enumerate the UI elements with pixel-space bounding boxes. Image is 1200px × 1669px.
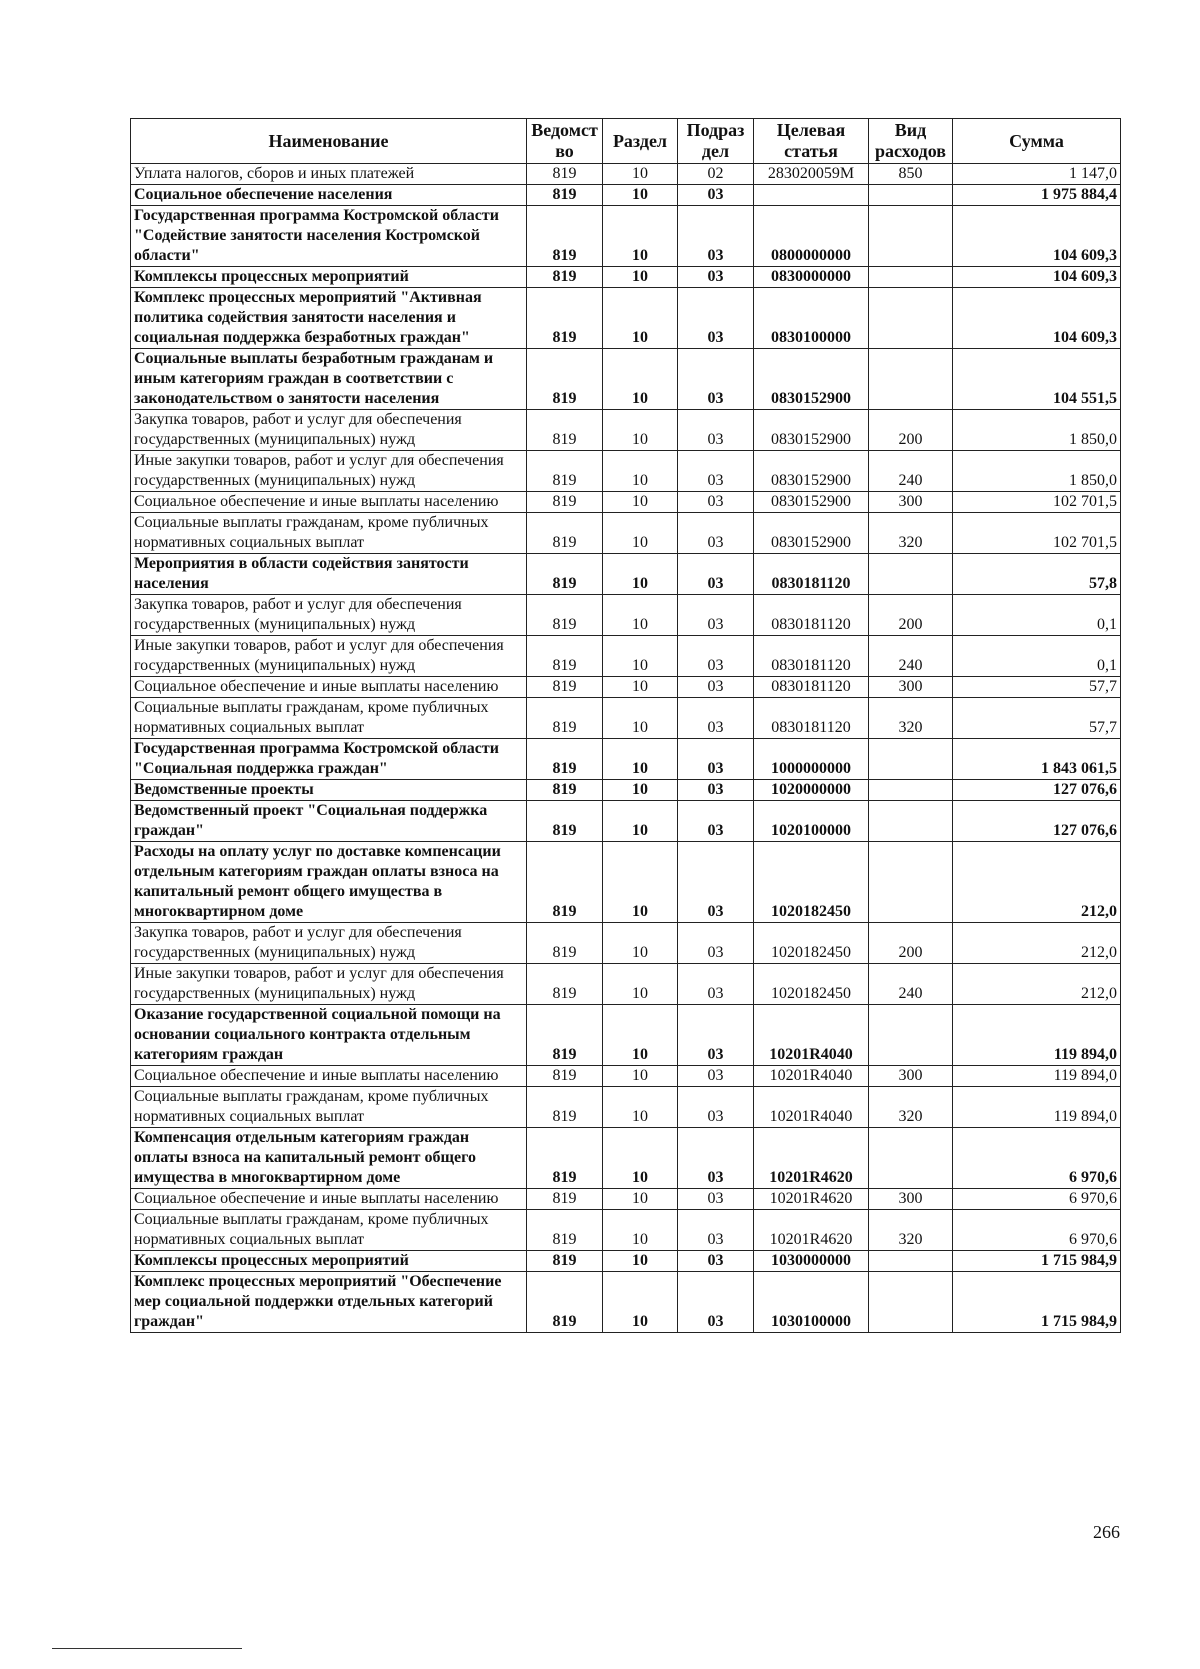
cell-expense-type xyxy=(869,554,953,595)
cell-expense-type xyxy=(869,1272,953,1333)
cell-target-article: 1030000000 xyxy=(754,1251,869,1272)
cell-subsection: 03 xyxy=(678,410,754,451)
cell-target-article: 1020182450 xyxy=(754,923,869,964)
cell-name: Социальное обеспечение и иные выплаты населению xyxy=(131,1189,527,1210)
cell-target-article: 0830152900 xyxy=(754,513,869,554)
table-row xyxy=(131,595,1121,636)
cell-section: 10 xyxy=(603,1210,678,1251)
cell-department: 819 xyxy=(527,964,603,1005)
cell-expense-type: 300 xyxy=(869,492,953,513)
table-row xyxy=(131,698,1121,739)
header-section: Раздел xyxy=(603,119,678,164)
cell-department: 819 xyxy=(527,636,603,677)
cell-expense-type xyxy=(869,267,953,288)
cell-section: 10 xyxy=(603,554,678,595)
cell-subsection: 03 xyxy=(678,513,754,554)
cell-subsection: 03 xyxy=(678,288,754,349)
footer-divider xyxy=(52,1648,242,1649)
cell-target-article: 0830000000 xyxy=(754,267,869,288)
cell-target-article: 1000000000 xyxy=(754,739,869,780)
cell-target-article: 10201R4040 xyxy=(754,1087,869,1128)
cell-subsection: 03 xyxy=(678,1005,754,1066)
cell-department: 819 xyxy=(527,267,603,288)
cell-name: Социальные выплаты гражданам, кроме публичных нормативных социальных выплат xyxy=(131,698,527,739)
cell-section: 10 xyxy=(603,1087,678,1128)
cell-section: 10 xyxy=(603,206,678,267)
cell-target-article: 0800000000 xyxy=(754,206,869,267)
cell-subsection: 03 xyxy=(678,842,754,923)
cell-section: 10 xyxy=(603,780,678,801)
cell-department: 819 xyxy=(527,677,603,698)
cell-section: 10 xyxy=(603,677,678,698)
table-row xyxy=(131,677,1121,698)
cell-department: 819 xyxy=(527,288,603,349)
cell-sum: 119 894,0 xyxy=(953,1066,1121,1087)
cell-subsection: 03 xyxy=(678,185,754,206)
cell-section: 10 xyxy=(603,288,678,349)
table-row xyxy=(131,1272,1121,1333)
cell-target-article: 1020000000 xyxy=(754,780,869,801)
cell-department: 819 xyxy=(527,349,603,410)
table-row xyxy=(131,739,1121,780)
table-header-row xyxy=(131,119,1121,164)
cell-expense-type xyxy=(869,1005,953,1066)
cell-target-article: 10201R4040 xyxy=(754,1005,869,1066)
cell-subsection: 03 xyxy=(678,1189,754,1210)
cell-name: Социальное обеспечение и иные выплаты населению xyxy=(131,492,527,513)
cell-name: Ведомственные проекты xyxy=(131,780,527,801)
cell-subsection: 03 xyxy=(678,1087,754,1128)
cell-section: 10 xyxy=(603,185,678,206)
table-row xyxy=(131,492,1121,513)
cell-subsection: 03 xyxy=(678,923,754,964)
cell-expense-type xyxy=(869,206,953,267)
cell-name: Иные закупки товаров, работ и услуг для обеспечения государственных (муниципальных) нужд xyxy=(131,964,527,1005)
cell-name: Иные закупки товаров, работ и услуг для обеспечения государственных (муниципальных) нужд xyxy=(131,636,527,677)
cell-subsection: 02 xyxy=(678,164,754,185)
table-row xyxy=(131,164,1121,185)
cell-sum: 57,7 xyxy=(953,698,1121,739)
cell-target-article: 10201R4040 xyxy=(754,1066,869,1087)
cell-name: Закупка товаров, работ и услуг для обеспечения государственных (муниципальных) нужд xyxy=(131,923,527,964)
cell-subsection: 03 xyxy=(678,677,754,698)
cell-expense-type: 200 xyxy=(869,595,953,636)
cell-department: 819 xyxy=(527,1066,603,1087)
cell-section: 10 xyxy=(603,964,678,1005)
cell-sum: 1 715 984,9 xyxy=(953,1251,1121,1272)
header-subsection: Подраз дел xyxy=(678,119,754,164)
header-expense-type: Вид расходов xyxy=(869,119,953,164)
cell-subsection: 03 xyxy=(678,964,754,1005)
cell-department: 819 xyxy=(527,1128,603,1189)
cell-expense-type: 240 xyxy=(869,964,953,1005)
cell-expense-type xyxy=(869,801,953,842)
cell-subsection: 03 xyxy=(678,698,754,739)
cell-section: 10 xyxy=(603,698,678,739)
cell-sum: 6 970,6 xyxy=(953,1128,1121,1189)
page-number: 266 xyxy=(1093,1522,1120,1542)
cell-sum: 119 894,0 xyxy=(953,1087,1121,1128)
header-target-article: Целевая статья xyxy=(754,119,869,164)
cell-subsection: 03 xyxy=(678,492,754,513)
table-row xyxy=(131,1087,1121,1128)
cell-name: Уплата налогов, сборов и иных платежей xyxy=(131,164,527,185)
cell-subsection: 03 xyxy=(678,1128,754,1189)
cell-department: 819 xyxy=(527,595,603,636)
cell-expense-type: 240 xyxy=(869,451,953,492)
cell-name: Социальные выплаты гражданам, кроме публичных нормативных социальных выплат xyxy=(131,1210,527,1251)
cell-sum: 1 147,0 xyxy=(953,164,1121,185)
cell-target-article: 0830181120 xyxy=(754,698,869,739)
cell-name: Комплексы процессных мероприятий xyxy=(131,1251,527,1272)
cell-subsection: 03 xyxy=(678,554,754,595)
cell-sum: 102 701,5 xyxy=(953,492,1121,513)
cell-sum: 104 609,3 xyxy=(953,206,1121,267)
cell-section: 10 xyxy=(603,164,678,185)
cell-target-article: 0830181120 xyxy=(754,554,869,595)
cell-name: Компенсация отдельным категориям граждан оплаты взноса на капитальный ремонт общего имущества в многоквартирном доме xyxy=(131,1128,527,1189)
cell-section: 10 xyxy=(603,492,678,513)
cell-sum: 102 701,5 xyxy=(953,513,1121,554)
cell-name: Социальные выплаты гражданам, кроме публичных нормативных социальных выплат xyxy=(131,1087,527,1128)
cell-name: Государственная программа Костромской области "Социальная поддержка граждан" xyxy=(131,739,527,780)
cell-name: Социальное обеспечение населения xyxy=(131,185,527,206)
cell-subsection: 03 xyxy=(678,739,754,780)
cell-name: Комплекс процессных мероприятий "Обеспечение мер социальной поддержки отдельных категорий граждан" xyxy=(131,1272,527,1333)
table-row xyxy=(131,636,1121,677)
cell-sum: 1 850,0 xyxy=(953,410,1121,451)
cell-department: 819 xyxy=(527,1005,603,1066)
cell-sum: 57,7 xyxy=(953,677,1121,698)
cell-expense-type xyxy=(869,780,953,801)
cell-subsection: 03 xyxy=(678,801,754,842)
cell-sum: 1 843 061,5 xyxy=(953,739,1121,780)
cell-sum: 212,0 xyxy=(953,964,1121,1005)
cell-department: 819 xyxy=(527,1251,603,1272)
cell-subsection: 03 xyxy=(678,1272,754,1333)
cell-target-article: 1020182450 xyxy=(754,964,869,1005)
budget-document xyxy=(130,118,1120,1333)
cell-sum: 127 076,6 xyxy=(953,780,1121,801)
table-row xyxy=(131,1128,1121,1189)
cell-target-article xyxy=(754,185,869,206)
cell-sum: 0,1 xyxy=(953,636,1121,677)
cell-target-article: 1020100000 xyxy=(754,801,869,842)
cell-name: Социальные выплаты безработным гражданам и иным категориям граждан в соответствии с законодательством о занятости населения xyxy=(131,349,527,410)
cell-section: 10 xyxy=(603,923,678,964)
cell-name: Социальные выплаты гражданам, кроме публичных нормативных социальных выплат xyxy=(131,513,527,554)
table-row xyxy=(131,842,1121,923)
table-row xyxy=(131,554,1121,595)
cell-expense-type: 320 xyxy=(869,698,953,739)
cell-section: 10 xyxy=(603,410,678,451)
cell-target-article: 10201R4620 xyxy=(754,1210,869,1251)
cell-department: 819 xyxy=(527,554,603,595)
cell-section: 10 xyxy=(603,1251,678,1272)
cell-target-article: 0830181120 xyxy=(754,595,869,636)
cell-sum: 119 894,0 xyxy=(953,1005,1121,1066)
table-row xyxy=(131,964,1121,1005)
cell-section: 10 xyxy=(603,739,678,780)
cell-department: 819 xyxy=(527,1189,603,1210)
cell-sum: 127 076,6 xyxy=(953,801,1121,842)
cell-subsection: 03 xyxy=(678,349,754,410)
table-row xyxy=(131,206,1121,267)
cell-name: Мероприятия в области содействия занятости населения xyxy=(131,554,527,595)
cell-name: Ведомственный проект "Социальная поддержка граждан" xyxy=(131,801,527,842)
cell-sum: 104 609,3 xyxy=(953,288,1121,349)
cell-subsection: 03 xyxy=(678,636,754,677)
table-row xyxy=(131,923,1121,964)
table-row xyxy=(131,185,1121,206)
table-row xyxy=(131,288,1121,349)
table-row xyxy=(131,1251,1121,1272)
table-row xyxy=(131,451,1121,492)
cell-target-article: 10201R4620 xyxy=(754,1189,869,1210)
cell-subsection: 03 xyxy=(678,267,754,288)
cell-name: Государственная программа Костромской области "Содействие занятости населения Костромской области" xyxy=(131,206,527,267)
cell-subsection: 03 xyxy=(678,595,754,636)
cell-subsection: 03 xyxy=(678,1210,754,1251)
cell-department: 819 xyxy=(527,492,603,513)
cell-expense-type: 320 xyxy=(869,1210,953,1251)
cell-department: 819 xyxy=(527,842,603,923)
cell-name: Закупка товаров, работ и услуг для обеспечения государственных (муниципальных) нужд xyxy=(131,410,527,451)
cell-section: 10 xyxy=(603,1128,678,1189)
cell-section: 10 xyxy=(603,1272,678,1333)
cell-expense-type: 300 xyxy=(869,1189,953,1210)
cell-expense-type xyxy=(869,288,953,349)
cell-name: Социальное обеспечение и иные выплаты населению xyxy=(131,1066,527,1087)
cell-expense-type: 300 xyxy=(869,677,953,698)
cell-sum: 6 970,6 xyxy=(953,1189,1121,1210)
table-row xyxy=(131,513,1121,554)
cell-name: Оказание государственной социальной помощи на основании социального контракта отдельным категориям граждан xyxy=(131,1005,527,1066)
cell-sum: 0,1 xyxy=(953,595,1121,636)
cell-section: 10 xyxy=(603,267,678,288)
cell-target-article: 10201R4620 xyxy=(754,1128,869,1189)
table-row xyxy=(131,1005,1121,1066)
cell-subsection: 03 xyxy=(678,1251,754,1272)
cell-department: 819 xyxy=(527,410,603,451)
cell-name: Расходы на оплату услуг по доставке компенсации отдельным категориям граждан оплаты взноса на капитальный ремонт общего имущества в многоквартирном доме xyxy=(131,842,527,923)
cell-sum: 1 975 884,4 xyxy=(953,185,1121,206)
cell-target-article: 1030100000 xyxy=(754,1272,869,1333)
cell-department: 819 xyxy=(527,206,603,267)
cell-target-article: 0830152900 xyxy=(754,492,869,513)
header-sum: Сумма xyxy=(953,119,1121,164)
cell-sum: 104 551,5 xyxy=(953,349,1121,410)
cell-expense-type: 320 xyxy=(869,513,953,554)
budget-table xyxy=(130,118,1121,1333)
cell-department: 819 xyxy=(527,1210,603,1251)
cell-department: 819 xyxy=(527,801,603,842)
cell-sum: 1 850,0 xyxy=(953,451,1121,492)
cell-name: Социальное обеспечение и иные выплаты населению xyxy=(131,677,527,698)
cell-section: 10 xyxy=(603,451,678,492)
cell-target-article: 283020059М xyxy=(754,164,869,185)
cell-department: 819 xyxy=(527,513,603,554)
cell-department: 819 xyxy=(527,698,603,739)
cell-name: Комплекс процессных мероприятий "Активная политика содействия занятости населения и социальная поддержка безработных граждан" xyxy=(131,288,527,349)
cell-expense-type: 200 xyxy=(869,410,953,451)
cell-department: 819 xyxy=(527,923,603,964)
cell-target-article: 0830152900 xyxy=(754,410,869,451)
cell-department: 819 xyxy=(527,451,603,492)
cell-target-article: 1020182450 xyxy=(754,842,869,923)
cell-expense-type: 320 xyxy=(869,1087,953,1128)
cell-section: 10 xyxy=(603,1189,678,1210)
cell-sum: 57,8 xyxy=(953,554,1121,595)
header-department: Ведомст во xyxy=(527,119,603,164)
cell-department: 819 xyxy=(527,164,603,185)
table-row xyxy=(131,349,1121,410)
cell-section: 10 xyxy=(603,1005,678,1066)
cell-subsection: 03 xyxy=(678,780,754,801)
cell-target-article: 0830152900 xyxy=(754,451,869,492)
cell-section: 10 xyxy=(603,349,678,410)
cell-department: 819 xyxy=(527,780,603,801)
header-name: Наименование xyxy=(131,119,527,164)
cell-sum: 1 715 984,9 xyxy=(953,1272,1121,1333)
cell-expense-type: 850 xyxy=(869,164,953,185)
cell-department: 819 xyxy=(527,739,603,780)
cell-department: 819 xyxy=(527,185,603,206)
cell-subsection: 03 xyxy=(678,206,754,267)
cell-expense-type: 240 xyxy=(869,636,953,677)
table-row xyxy=(131,801,1121,842)
cell-name: Иные закупки товаров, работ и услуг для обеспечения государственных (муниципальных) нужд xyxy=(131,451,527,492)
cell-name: Комплексы процессных мероприятий xyxy=(131,267,527,288)
cell-sum: 6 970,6 xyxy=(953,1210,1121,1251)
cell-section: 10 xyxy=(603,513,678,554)
table-row xyxy=(131,410,1121,451)
cell-sum: 212,0 xyxy=(953,842,1121,923)
cell-subsection: 03 xyxy=(678,1066,754,1087)
cell-target-article: 0830181120 xyxy=(754,677,869,698)
cell-target-article: 0830181120 xyxy=(754,636,869,677)
cell-department: 819 xyxy=(527,1272,603,1333)
cell-department: 819 xyxy=(527,1087,603,1128)
cell-section: 10 xyxy=(603,595,678,636)
cell-target-article: 0830152900 xyxy=(754,349,869,410)
cell-name: Закупка товаров, работ и услуг для обеспечения государственных (муниципальных) нужд xyxy=(131,595,527,636)
cell-expense-type xyxy=(869,1251,953,1272)
table-row xyxy=(131,1189,1121,1210)
cell-section: 10 xyxy=(603,801,678,842)
cell-section: 10 xyxy=(603,636,678,677)
cell-sum: 212,0 xyxy=(953,923,1121,964)
cell-expense-type xyxy=(869,842,953,923)
cell-expense-type: 200 xyxy=(869,923,953,964)
cell-expense-type: 300 xyxy=(869,1066,953,1087)
table-body xyxy=(131,164,1121,1333)
cell-sum: 104 609,3 xyxy=(953,267,1121,288)
cell-subsection: 03 xyxy=(678,451,754,492)
cell-section: 10 xyxy=(603,1066,678,1087)
cell-expense-type xyxy=(869,349,953,410)
table-row xyxy=(131,267,1121,288)
cell-expense-type xyxy=(869,185,953,206)
table-row xyxy=(131,1210,1121,1251)
cell-expense-type xyxy=(869,739,953,780)
table-row xyxy=(131,780,1121,801)
cell-section: 10 xyxy=(603,842,678,923)
table-row xyxy=(131,1066,1121,1087)
cell-expense-type xyxy=(869,1128,953,1189)
cell-target-article: 0830100000 xyxy=(754,288,869,349)
